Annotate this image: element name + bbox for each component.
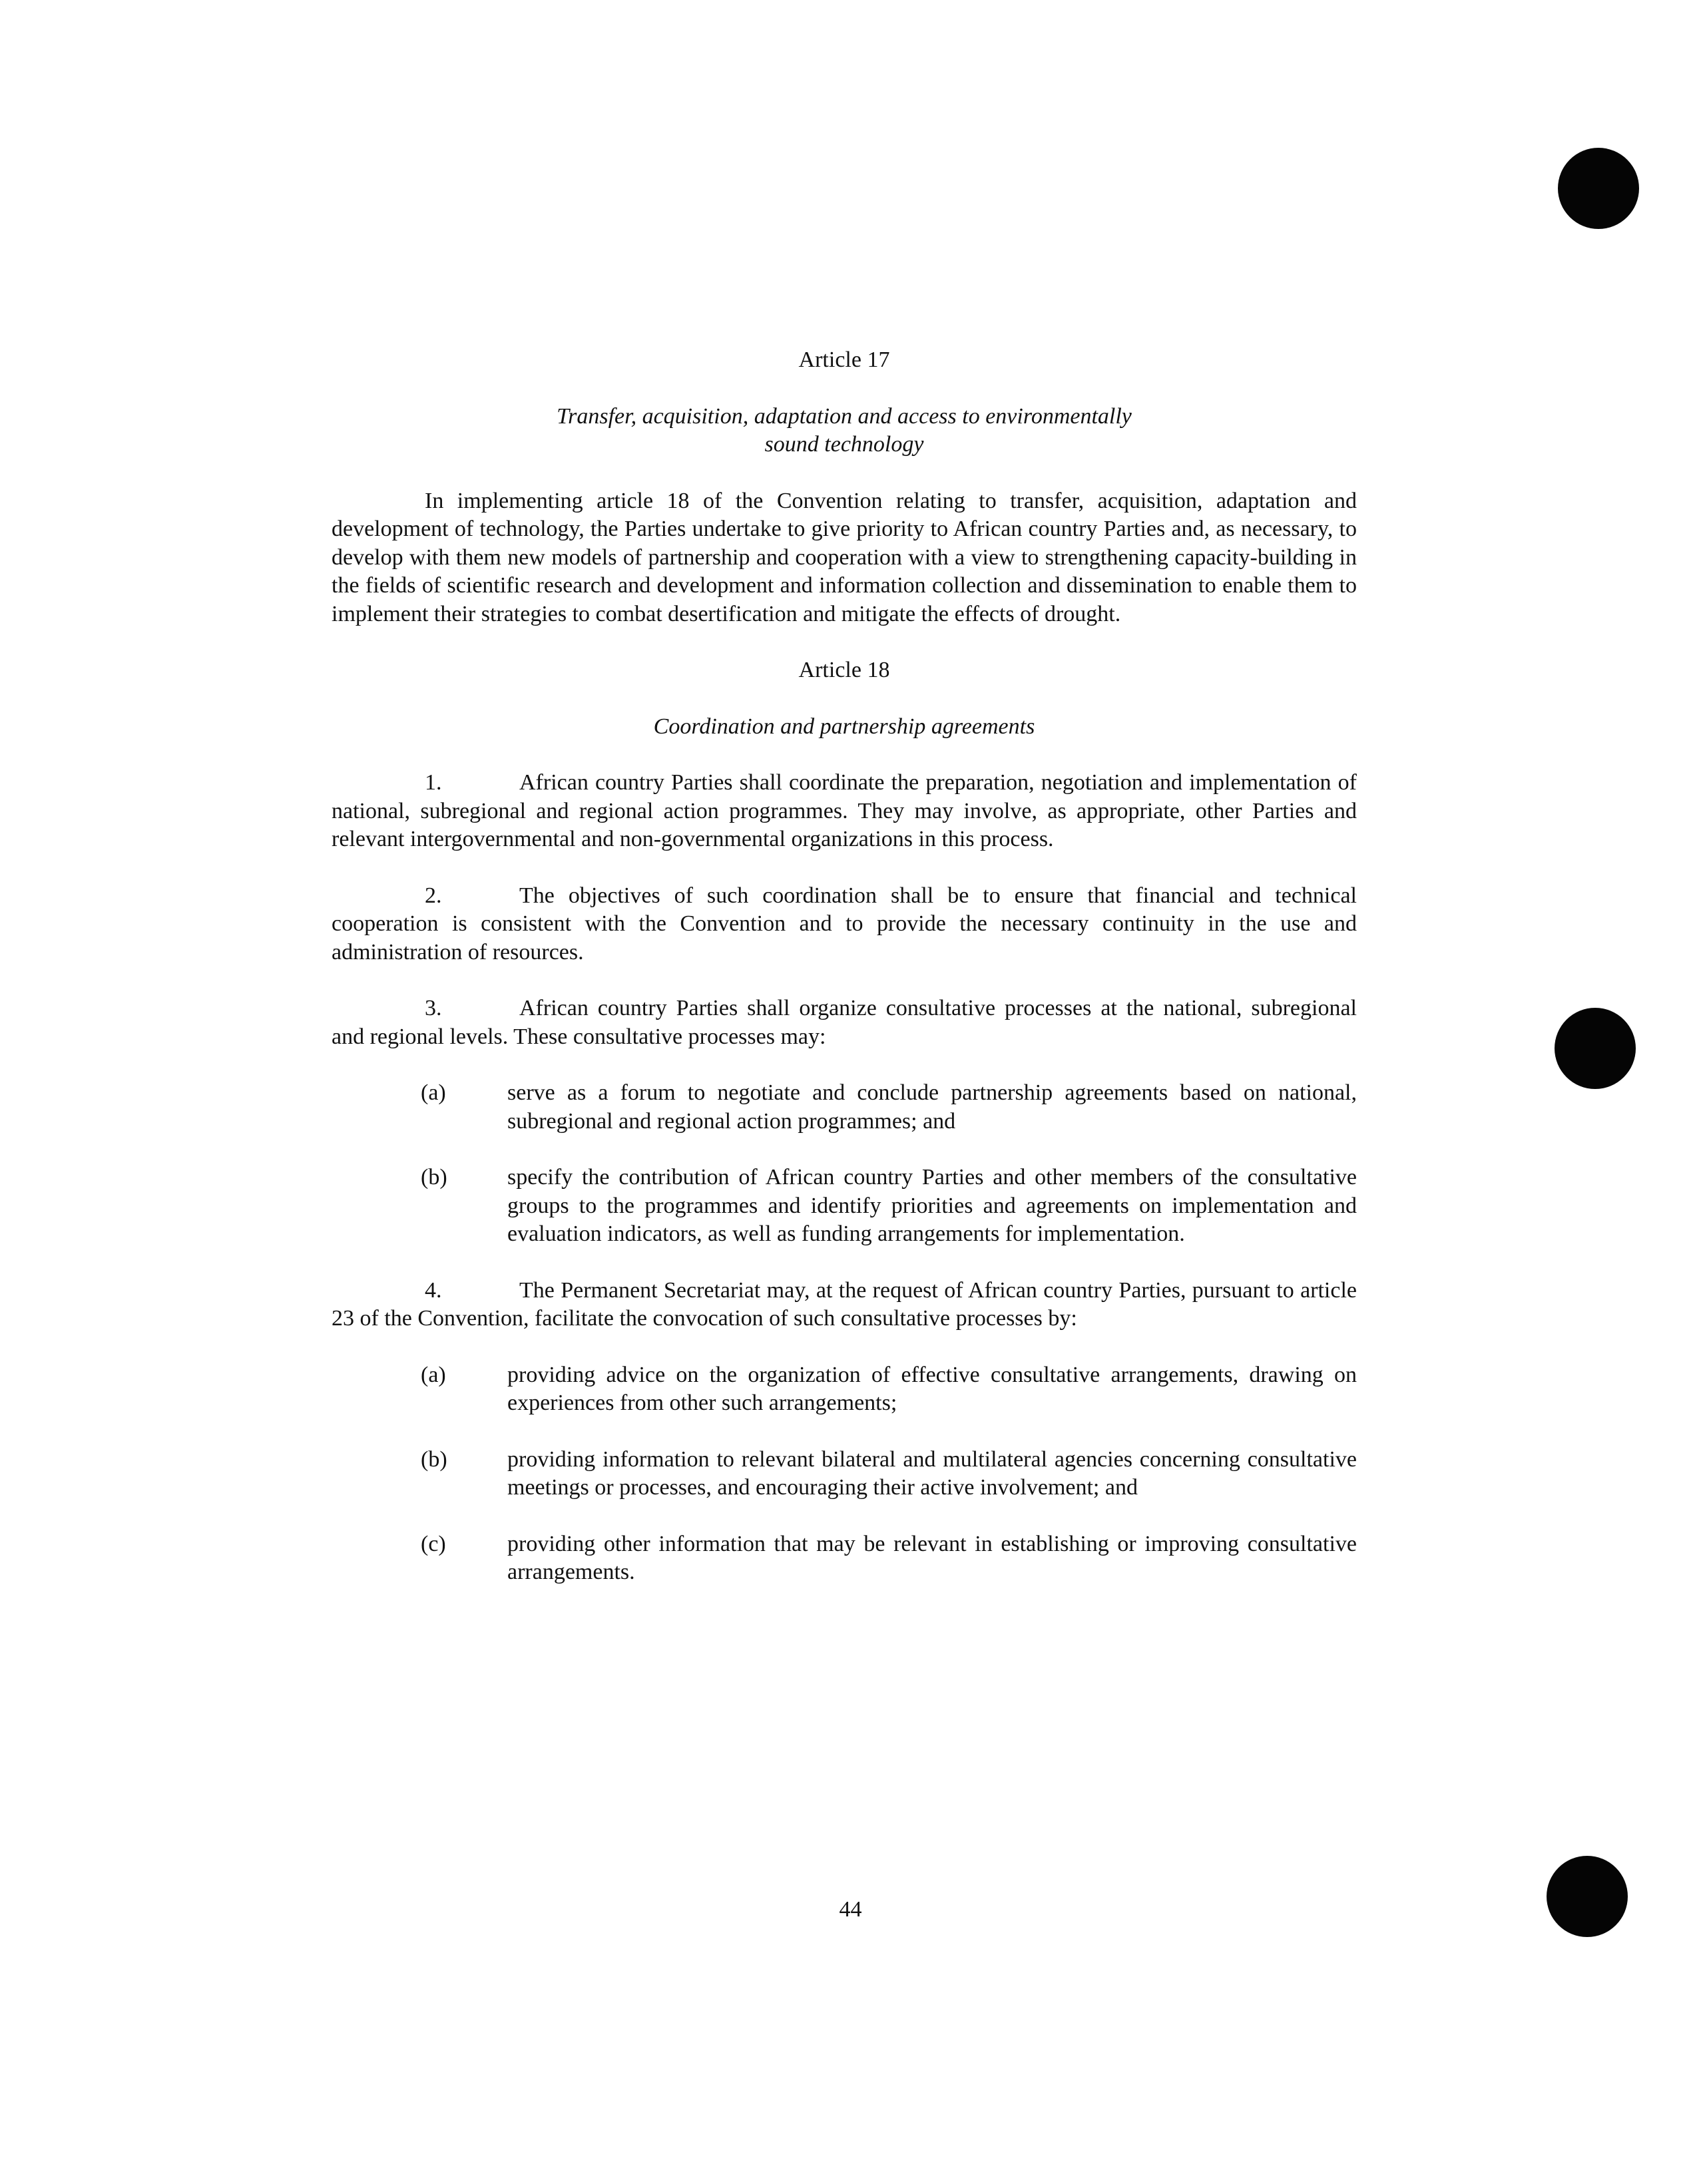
paragraph-number: 3.: [425, 996, 442, 1020]
item-label: (a): [421, 1080, 446, 1105]
item-text: providing advice on the organization of effective consultative arrangements, drawing on experiences from other such arrangements;: [507, 1362, 1357, 1415]
article-18-paragraph-4-item-a: [332, 1361, 1357, 1418]
punch-hole: [1558, 148, 1639, 229]
paragraph-text: The objectives of such coordination shall be to ensure that financial and technical cooperation is consistent with the Convention and to provide the necessary continuity in the use and administration of resources.: [332, 883, 1357, 965]
article-18-paragraph-3-item-b: [332, 1164, 1357, 1249]
punch-hole: [1547, 1856, 1628, 1937]
item-text: serve as a forum to negotiate and conclude partnership agreements based on national, subregional and regional action programmes; and: [507, 1080, 1357, 1134]
article-18-paragraph-1: [332, 769, 1357, 854]
article-18-title: Coordination and partnership agreements: [653, 714, 1035, 739]
item-text: providing other information that may be relevant in establishing or improving consultative arrangements.: [507, 1531, 1357, 1584]
paragraph-text: African country Parties shall coordinate the preparation, negotiation and implementation of national, subregional and regional action programmes. They may involve, as appropriate, other Parties and relevant intergovernmental and non-governmental organizations in this process.: [332, 770, 1357, 851]
item-label: (b): [421, 1446, 447, 1472]
punch-hole: [1555, 1008, 1636, 1089]
article-18-paragraph-3: [332, 994, 1357, 1051]
paragraph-text: The Permanent Secretariat may, at the request of African country Parties, pursuant to article 23 of the Convention, facilitate the convocation of such consultative processes by:: [332, 1277, 1357, 1331]
article-18-paragraph-4-item-b: [332, 1446, 1357, 1502]
document-body: [332, 346, 1357, 1587]
article-18-paragraph-4-item-c: [332, 1530, 1357, 1587]
article-18-paragraph-3-item-a: [332, 1079, 1357, 1136]
article-17-paragraph: In implementing article 18 of the Convention relating to transfer, acquisition, adaptation and development of technology, the Parties undertake to give priority to African country Parties and, as necessary, to develop with them new models of partnership and cooperation with a view to strengthening capacity-building in the fields of scientific research and development and information collection and dissemination to enable them to implement their strategies to combat desertification and mitigate the effects of drought.: [332, 488, 1357, 626]
item-label: (b): [421, 1165, 447, 1190]
article-17-title-line-1: Transfer, acquisition, adaptation and access to environmentally: [557, 403, 1132, 429]
article-18-paragraph-4: [332, 1277, 1357, 1333]
paragraph-number: 4.: [425, 1277, 442, 1303]
item-text: providing information to relevant bilateral and multilateral agencies concerning consultative meetings or processes, and encouraging their active involvement; and: [507, 1446, 1357, 1500]
article-18-paragraph-2: [332, 882, 1357, 967]
paragraph-number: 1.: [425, 770, 442, 795]
article-18-heading: Article 18: [798, 658, 890, 682]
item-text: specify the contribution of African country Parties and other members of the consultative groups to the programmes and identify priorities and agreements on implementation and evaluation indicators, as well as funding arrangements for implementation.: [507, 1165, 1357, 1246]
paragraph-text: African country Parties shall organize consultative processes at the national, subregional and regional levels. These consultative processes may:: [332, 996, 1357, 1049]
item-label: (c): [421, 1531, 446, 1556]
item-label: (a): [421, 1362, 446, 1387]
paragraph-number: 2.: [425, 883, 442, 908]
article-17-heading: Article 17: [798, 347, 890, 372]
page-number: 44: [839, 1897, 862, 1922]
article-17-title-line-2: sound technology: [764, 432, 924, 457]
